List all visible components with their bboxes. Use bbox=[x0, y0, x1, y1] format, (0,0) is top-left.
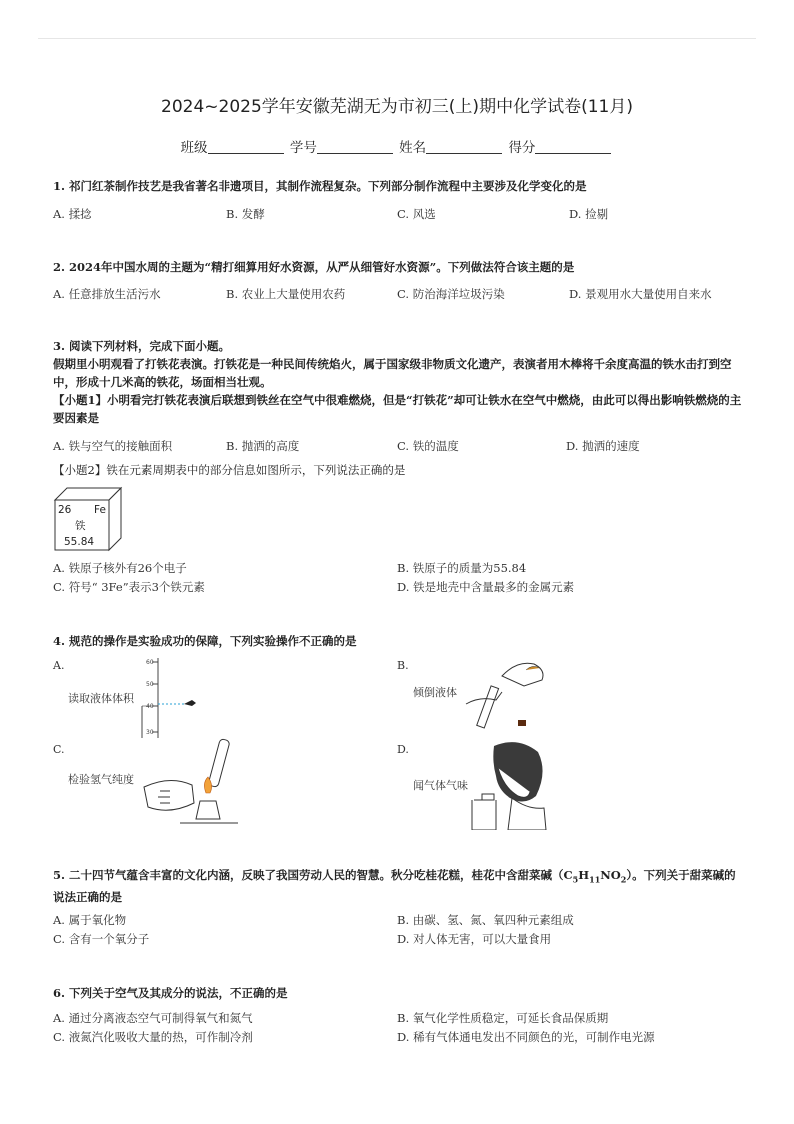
question-4-stem: 4. 规范的操作是实验成功的保障，下列实验操作不正确的是 bbox=[53, 634, 357, 648]
q4-option-d-label: 闻气体气味 bbox=[413, 779, 468, 792]
q5-option-d[interactable]: D. 对人体无害，可以大量食用 bbox=[397, 932, 552, 946]
q3-sub2-option-a[interactable]: A. 铁原子核外有26个电子 bbox=[53, 561, 187, 575]
tick-40: 40 bbox=[146, 703, 154, 710]
q5-option-c[interactable]: C. 含有一个氧分子 bbox=[53, 932, 150, 946]
q4-option-a-label: 读取液体体积 bbox=[68, 692, 134, 705]
gas-bottle-icon bbox=[472, 794, 496, 830]
element-number: 26 bbox=[58, 504, 72, 516]
q1-option-a[interactable]: A. 揉捻 bbox=[53, 207, 92, 221]
page-title: 2024~2025学年安徽芜湖无为市初三(上)期中化学试卷(11月) bbox=[161, 97, 633, 117]
q4-option-b-label: 倾倒液体 bbox=[413, 686, 457, 699]
question-1-stem: 1. 祁门红茶制作技艺是我省著名非遗项目，其制作流程复杂。下列部分制作流程中主要涉及化学变化的是 bbox=[53, 179, 587, 193]
question-2-stem: 2. 2024年中国水周的主题为“精打细算用好水资源，从严从细管好水资源”。下列做法符合该主题的是 bbox=[53, 260, 575, 274]
tick-60: 60 bbox=[146, 659, 154, 666]
q5-stem-part-a: 5. 二十四节气蕴含丰富的文化内涵，反映了我国劳动人民的智慧。秋分吃桂花糕，桂花中含甜菜碱（ bbox=[53, 868, 564, 882]
q4-option-c-label: 检验氢气纯度 bbox=[68, 773, 134, 786]
q3-sub2-option-b[interactable]: B. 铁原子的质量为55.84 bbox=[397, 561, 527, 575]
tick-50: 50 bbox=[146, 681, 154, 688]
q3-sub1-option-b[interactable]: B. 抛洒的高度 bbox=[226, 439, 300, 453]
q2-option-b[interactable]: B. 农业上大量使用农药 bbox=[226, 287, 346, 301]
q4-option-c-letter[interactable]: C. bbox=[53, 743, 65, 756]
tick-30: 30 bbox=[146, 729, 154, 736]
number-blank[interactable] bbox=[317, 141, 393, 154]
q4-option-a-letter[interactable]: A. bbox=[53, 659, 65, 672]
question-3-material: 假期里小明观看了打铁花表演。打铁花是一种民间传统焰火，属于国家级非物质文化遗产，表演者用木棒将千余度高温的铁水击打到空中，形成十几米高的铁花，场面相当壮观。 bbox=[53, 357, 732, 389]
q6-option-c[interactable]: C. 液氮汽化吸收大量的热，可作制冷剂 bbox=[53, 1030, 253, 1044]
element-mass: 55.84 bbox=[64, 536, 95, 548]
q2-option-d[interactable]: D. 景观用水大量使用自来水 bbox=[569, 287, 712, 301]
pouring-liquid-diagram bbox=[462, 656, 552, 730]
q3-sub1-option-d[interactable]: D. 抛洒的速度 bbox=[566, 439, 640, 453]
q3-sub1-option-a[interactable]: A. 铁与空气的接触面积 bbox=[53, 439, 173, 453]
element-name: 铁 bbox=[75, 520, 86, 532]
name-blank[interactable] bbox=[426, 141, 502, 154]
iron-element-card bbox=[53, 486, 123, 552]
question-6-stem: 6. 下列关于空气及其成分的说法，不正确的是 bbox=[53, 986, 288, 1000]
student-info-line bbox=[0, 136, 794, 156]
class-blank[interactable] bbox=[208, 141, 284, 154]
q2-option-a[interactable]: A. 任意排放生活污水 bbox=[53, 287, 161, 301]
score-blank[interactable] bbox=[535, 141, 611, 154]
q6-option-d[interactable]: D. 稀有气体通电发出不同颜色的光，可制作电光源 bbox=[397, 1030, 655, 1044]
eye-icon bbox=[184, 700, 196, 706]
q2-option-c[interactable]: C. 防治海洋垃圾污染 bbox=[397, 287, 505, 301]
score-label: 得分 bbox=[508, 140, 536, 156]
class-label: 班级 bbox=[180, 140, 208, 156]
number-label: 学号 bbox=[289, 140, 317, 156]
question-5-stem bbox=[53, 866, 743, 906]
q5-formula: $C_5H_{11}NO_2$ bbox=[563, 868, 627, 885]
flame-icon bbox=[204, 777, 211, 793]
q3-sub2-option-d[interactable]: D. 铁是地壳中含量最多的金属元素 bbox=[397, 580, 575, 594]
q3-sub2-option-c[interactable]: C. 符号“ 3Fe”表示3个铁元素 bbox=[53, 580, 205, 594]
question-3-sub1: 【小题1】小明看完打铁花表演后联想到铁丝在空气中很难燃烧，但是“打铁花”却可让铁水在空气中燃烧，由此可以得出影响铁燃烧的主要因素是 bbox=[53, 393, 742, 425]
graduated-cylinder-diagram bbox=[138, 656, 202, 740]
smell-gas-diagram bbox=[468, 738, 548, 830]
q5-stem-part-b: ）。下列关于甜菜碱的说法正确的是 bbox=[53, 868, 736, 905]
q3-sub1-option-c[interactable]: C. 铁的温度 bbox=[397, 439, 459, 453]
name-label: 姓名 bbox=[399, 140, 427, 156]
q1-option-c[interactable]: C. 风选 bbox=[397, 207, 436, 221]
bottle-stopper-icon bbox=[518, 720, 526, 726]
q4-option-b-letter[interactable]: B. bbox=[397, 659, 409, 672]
hydrogen-purity-test-diagram bbox=[140, 735, 240, 829]
top-divider bbox=[38, 38, 756, 39]
question-3-stem: 3. 阅读下列材料，完成下面小题。 bbox=[53, 339, 231, 353]
q6-option-a[interactable]: A. 通过分离液态空气可制得氧气和氮气 bbox=[53, 1011, 253, 1025]
q5-option-a[interactable]: A. 属于氧化物 bbox=[53, 913, 127, 927]
q6-option-b[interactable]: B. 氧气化学性质稳定，可延长食品保质期 bbox=[397, 1011, 609, 1025]
q4-option-d-letter[interactable]: D. bbox=[397, 743, 409, 756]
q1-option-b[interactable]: B. 发酵 bbox=[226, 207, 265, 221]
q5-option-b[interactable]: B. 由碳、氢、氮、氧四种元素组成 bbox=[397, 913, 574, 927]
question-3-sub2: 【小题2】铁在元素周期表中的部分信息如图所示，下列说法正确的是 bbox=[53, 463, 406, 477]
q1-option-d[interactable]: D. 捡剔 bbox=[569, 207, 609, 221]
element-symbol: Fe bbox=[94, 504, 106, 516]
